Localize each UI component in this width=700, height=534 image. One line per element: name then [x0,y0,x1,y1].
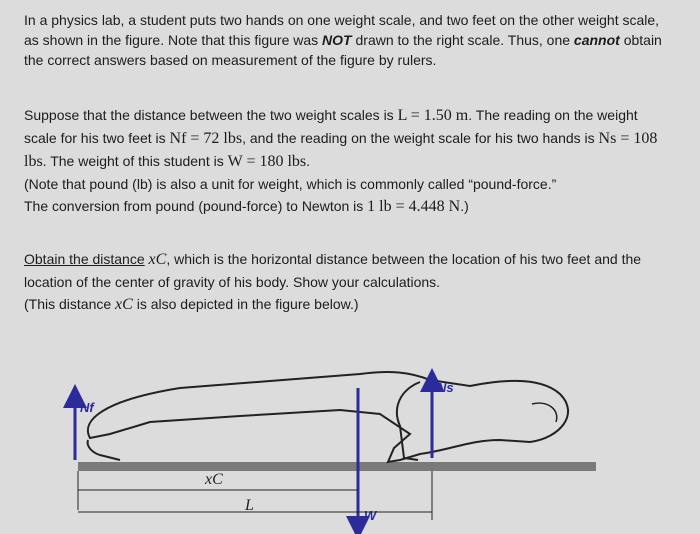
given-text-2: . The reading on the weight scale for his two feet is [24,107,638,146]
given-note-3: .) [460,198,469,214]
pushup-figure [0,330,700,534]
given-conversion: 1 lb = 4.448 N [367,198,461,215]
given-paragraph [24,104,664,218]
question-text-2b: is also depicted in the figure below.) [132,296,359,312]
given-text-1: Suppose that the distance between the two weight scales is [24,107,398,123]
intro-not: NOT [322,32,352,48]
given-Nf: Nf = 72 lbs [169,130,243,147]
question-text-1: , which is the horizontal distance between the location of his two feet and the location of the center of gravity of his body. Show your calculations. [24,251,642,290]
xc-label: xC [205,471,223,488]
question-paragraph [24,248,664,316]
given-text-4: . The weight of this student is [42,153,228,169]
ns-label: Ns [437,380,454,395]
intro-text-3: obtain the correct answers based on measurement of the figure by rulers. [24,32,662,68]
given-L: L = 1.50 m [397,107,469,124]
arm-outline [397,382,420,460]
question-xc: xC [148,251,167,268]
feet-outline [88,440,120,460]
intro-cannot: cannot [573,32,620,48]
given-W: W = 180 lbs [227,153,307,170]
l-label: L [245,497,254,514]
intro-paragraph [24,10,664,70]
given-text-5: . [306,153,311,169]
given-note-1: (Note that pound (lb) is also a unit for weight, which is commonly called “pound-force.” [24,176,557,192]
body-outline [88,372,568,462]
nf-label: Nf [80,400,94,415]
question-xc-2: xC [115,296,133,313]
intro-text-2: drawn to the right scale. Thus, one [351,32,574,48]
given-text-3: , and the reading on the weight scale for his two hands is [242,130,599,146]
intro-text-1: In a physics lab, a student puts two hands on one weight scale, and two feet on the other weight scale, as shown in the figure. Note that this figure was [24,12,660,48]
given-note-2: The conversion from pound (pound-force) to Newton is [24,198,368,214]
question-lead: Obtain the distance [24,251,145,267]
w-label: W [364,508,377,523]
head-detail [532,403,557,422]
question-text-2a: (This distance [24,296,116,312]
floor-bar [78,462,596,471]
given-Ns: Ns = 108 lbs [24,130,658,170]
